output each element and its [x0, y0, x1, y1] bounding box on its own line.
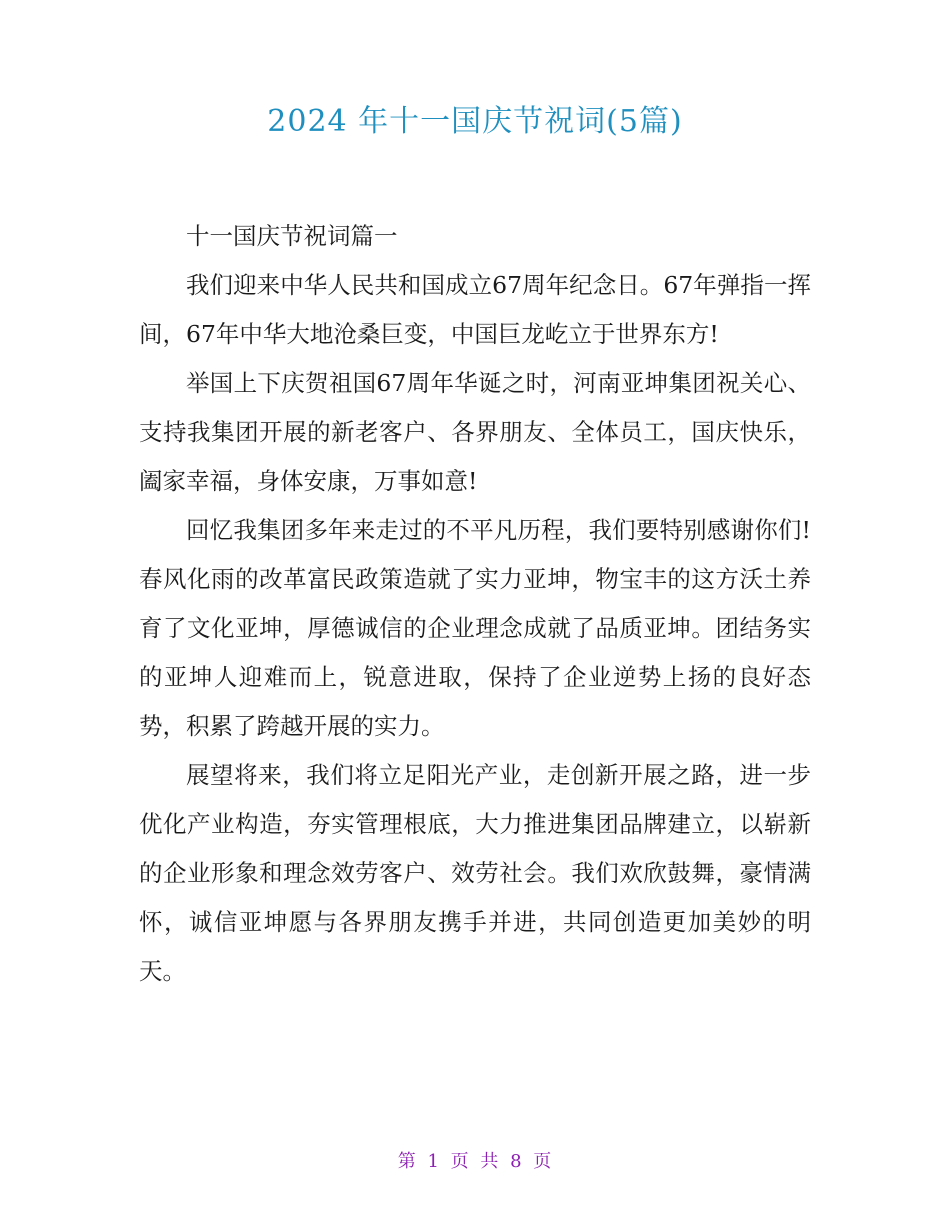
page-number-footer: 第 1 页 共 8 页	[397, 1151, 553, 1172]
section-heading: 十一国庆节祝词篇一	[186, 222, 398, 250]
paragraph-1: 我们迎来中华人民共和国成立67周年纪念日。67年弹指一挥间，67年中华大地沧桑巨变，中国巨龙屹立于世界东方!	[139, 271, 811, 348]
paragraph-3: 回忆我集团多年来走过的不平凡历程，我们要特别感谢你们!春风化雨的改革富民政策造就了实力亚坤，物宝丰的这方沃土养育了文化亚坤，厚德诚信的企业理念成就了品质亚坤。团结务实的亚坤人迎难而上，锐意进取，保持了企业逆势上扬的良好态势，积累了跨越开展的实力。	[139, 516, 811, 740]
document-body	[139, 212, 811, 996]
paragraph-2: 举国上下庆贺祖国67周年华诞之时，河南亚坤集团祝关心、支持我集团开展的新老客户、各界朋友、全体员工，国庆快乐，阖家幸福，身体安康，万事如意!	[139, 369, 811, 495]
paragraph-4: 展望将来，我们将立足阳光产业，走创新开展之路，进一步优化产业构造，夯实管理根底，大力推进集团品牌建立，以崭新的企业形象和理念效劳客户、效劳社会。我们欢欣鼓舞，豪情满怀，诚信亚坤愿与各界朋友携手并进，共同创造更加美妙的明天。	[139, 761, 811, 985]
document-title: 2024 年十一国庆节祝词(5篇)	[267, 104, 683, 139]
